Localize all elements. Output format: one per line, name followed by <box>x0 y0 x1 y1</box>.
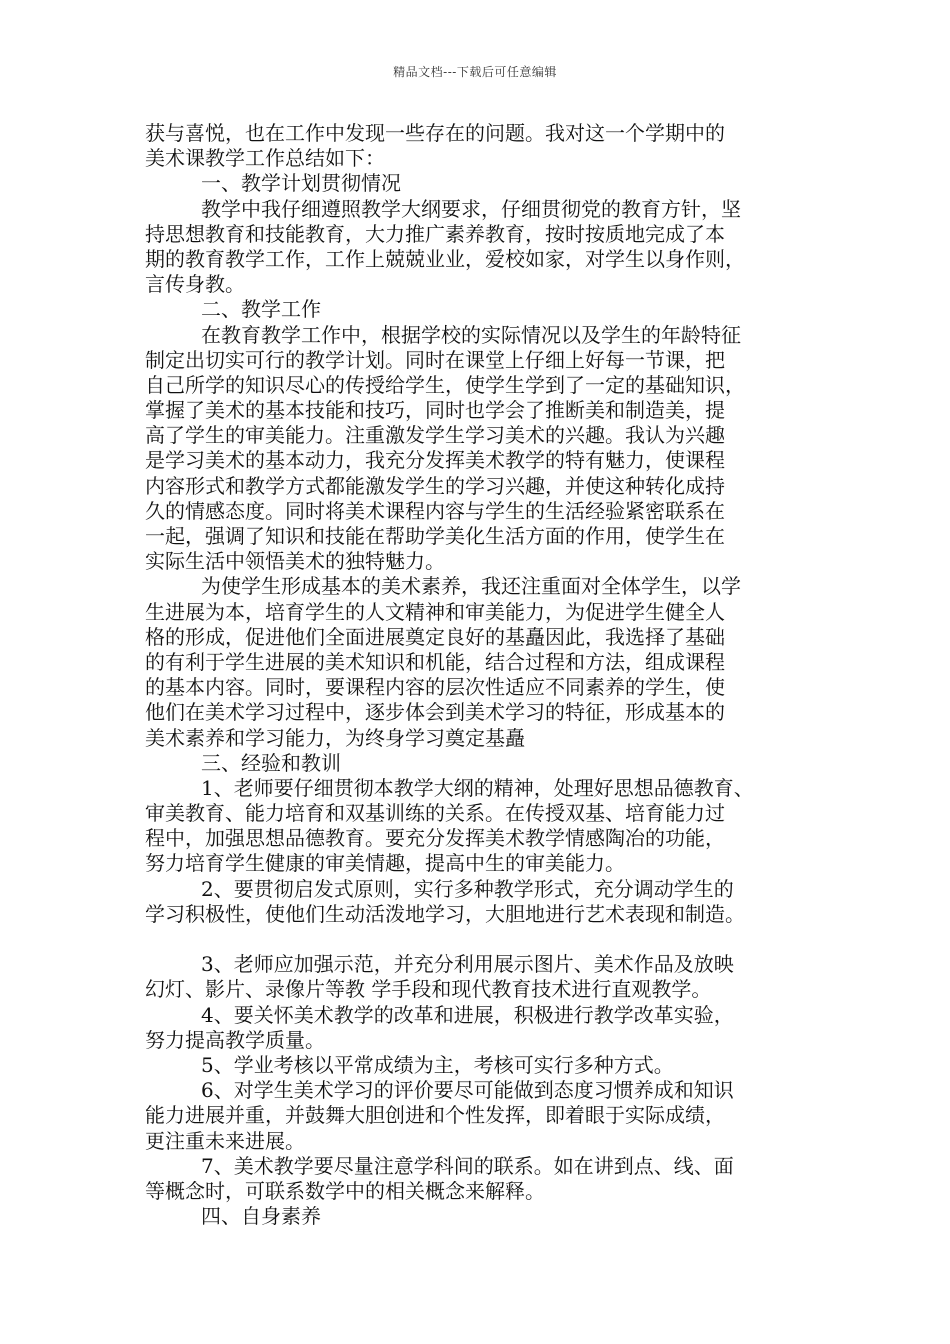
text-line: 教学中我仔细遵照教学大纲要求，仔细贯彻党的教育方针，坚 <box>201 196 741 221</box>
text-line: 4、要关怀美术教学的改革和进展，积极进行教学改革实验， <box>201 1002 734 1027</box>
text-line: 7、美术教学要尽量注意学科间的联系。如在讲到点、线、面 <box>201 1153 734 1178</box>
text-line: 他们在美术学习过程中，逐步体会到美术学习的特征，形成基本的 <box>145 700 725 725</box>
text-line: 实际生活中领悟美术的独特魅力。 <box>145 549 445 574</box>
section-heading: 四、自身素养 <box>201 1204 321 1229</box>
text-line: 的有利于学生进展的美术知识和机能，结合过程和方法，组成课程 <box>145 649 725 674</box>
text-line: 内容形式和教学方式都能激发学生的学习兴趣，并使这种转化成持 <box>145 473 725 498</box>
text-line: 格的形成，促进他们全面进展奠定良好的基矗因此，我选择了基础 <box>145 624 725 649</box>
text-line: 是学习美术的基本动力，我充分发挥美术教学的特有魅力，使课程 <box>145 448 725 473</box>
text-line: 努力提高教学质量。 <box>145 1027 325 1052</box>
text-line: 高了学生的审美能力。注重激发学生学习美术的兴趣。我认为兴趣 <box>145 423 725 448</box>
document-body <box>145 121 835 1229</box>
text-line: 自己所学的知识尽心的传授给学生，使学生学到了一定的基础知识， <box>145 372 745 397</box>
text-line: 等概念时，可联系数学中的相关概念来解释。 <box>145 1178 545 1203</box>
text-line: 久的情感态度。同时将美术课程内容与学生的生活经验紧密联系在 <box>145 498 725 523</box>
text-line: 3、老师应加强示范，并充分利用展示图片、美术作品及放映 <box>201 952 734 977</box>
text-line: 言传身教。 <box>145 272 245 297</box>
blank-line <box>145 927 835 952</box>
text-line: 一起，强调了知识和技能在帮助学美化生活方面的作用，使学生在 <box>145 524 725 548</box>
text-line: 在教育教学工作中，根据学校的实际情况以及学生的年龄特征 <box>201 322 741 347</box>
text-line: 掌握了美术的基本技能和技巧，同时也学会了推断美和制造美，提 <box>145 398 725 423</box>
text-line: 程中，加强思想品德教育。要充分发挥美术教学情感陶冶的功能， <box>145 826 725 851</box>
section-heading: 三、经验和教训 <box>201 750 341 775</box>
text-line: 学习积极性，使他们生动活泼地学习，大胆地进行艺术表现和制造。 <box>145 901 745 926</box>
text-line: 1、老师要仔细贯彻本教学大纲的精神，处理好思想品德教育、 <box>201 775 754 800</box>
text-line: 美术素养和学习能力，为终身学习奠定基矗 <box>145 725 525 750</box>
text-line: 6、对学生美术学习的评价要尽可能做到态度习惯养成和知识 <box>201 1078 734 1103</box>
text-line: 审美教育、能力培育和双基训练的关系。在传授双基、培育能力过 <box>145 801 725 826</box>
text-line: 2、要贯彻启发式原则，实行多种教学形式，充分调动学生的 <box>201 876 734 901</box>
text-line: 期的教育教学工作，工作上兢兢业业，爱校如家，对学生以身作则， <box>145 246 745 271</box>
text-line: 获与喜悦，也在工作中发现一些存在的问题。我对这一个学期中的 <box>145 121 725 145</box>
text-line: 美术课教学工作总结如下： <box>145 146 385 171</box>
text-line: 能力进展并重，并鼓舞大胆创进和个性发挥，即着眼于实际成绩， <box>145 1103 725 1128</box>
text-line: 5、学业考核以平常成绩为主，考核可实行多种方式。 <box>201 1052 674 1077</box>
text-line: 的基本内容。同时，要课程内容的层次性适应不同素养的学生，使 <box>145 675 725 700</box>
text-line: 幻灯、影片、录像片等教 学手段和现代教育技术进行直观教学。 <box>145 977 712 1002</box>
text-line: 生进展为本，培育学生的人文精神和审美能力，为促进学生健全人 <box>145 599 725 624</box>
page-header: 精品文档---下载后可任意编辑 <box>393 65 557 79</box>
text-line: 更注重未来进展。 <box>145 1128 305 1153</box>
text-line: 为使学生形成基本的美术素养，我还注重面对全体学生，以学 <box>201 574 741 599</box>
section-heading: 一、教学计划贯彻情况 <box>201 171 401 196</box>
text-line: 持思想教育和技能教育，大力推广素养教育，按时按质地完成了本 <box>145 221 725 246</box>
text-line: 制定出切实可行的教学计划。同时在课堂上仔细上好每一节课，把 <box>145 347 725 372</box>
section-heading: 二、教学工作 <box>201 297 321 322</box>
text-line: 努力培育学生健康的审美情趣，提高中生的审美能力。 <box>145 851 625 876</box>
